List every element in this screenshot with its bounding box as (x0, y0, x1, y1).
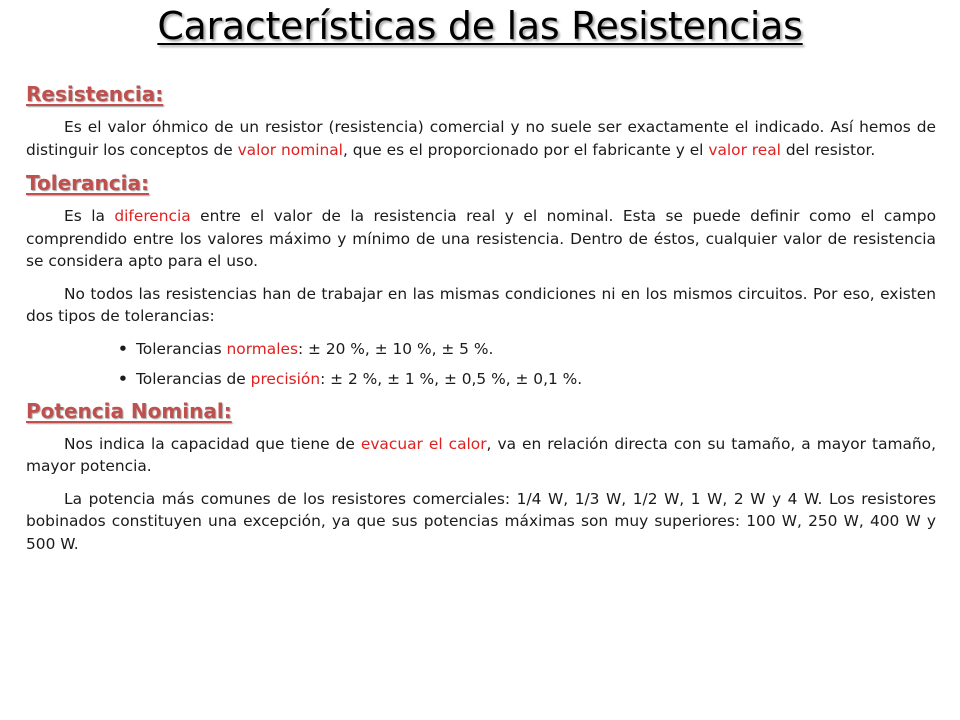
highlight-evacuar-calor: evacuar el calor (360, 434, 487, 453)
heading-tolerancia: Tolerancia: (26, 171, 149, 195)
resistencia-paragraph (26, 116, 936, 161)
text-span: : ± 20 %, ± 10 %, ± 5 %. (297, 339, 494, 358)
highlight-normales: normales (226, 339, 298, 358)
potencia-paragraph-1 (26, 433, 936, 478)
page-title: Características de las Resistencias (157, 4, 803, 48)
text-span: Tolerancias (136, 339, 227, 358)
text-span: , va en relación directa con su tamaño, a mayor tamaño, mayor potencia. (26, 434, 936, 475)
slide-content (26, 80, 936, 565)
text-span: del resistor. (780, 140, 876, 159)
text-span: Tolerancias de (136, 370, 251, 388)
highlight-diferencia: diferencia (114, 207, 191, 225)
section-resistencia (26, 82, 936, 161)
highlight-precision: precisión (250, 370, 321, 388)
section-potencia-nominal (26, 399, 936, 556)
list-item-normales (118, 338, 936, 361)
tolerancia-paragraph-1 (26, 205, 936, 273)
text-span: , que es el proporcionado por el fabricante y el (342, 140, 709, 159)
tolerancia-paragraph-2: No todos las resistencias han de trabajar en las mismas condiciones ni en los mismos circuitos. Por eso, existen dos tipos de tolerancias: (26, 284, 936, 325)
heading-resistencia: Resistencia: (26, 82, 164, 106)
bullet-icon: • (118, 339, 128, 358)
text-span: Es el valor óhmico de un resistor (resistencia) comercial y no suele ser exactamente el indicado. Así hemos de distinguir los conceptos de (26, 118, 936, 159)
text-span: Es la (64, 207, 115, 225)
potencia-paragraph-2: La potencia más comunes de los resistores comerciales: 1/4 W, 1/3 W, 1/2 W, 1 W, 2 W y 4 W. Los resistores bobinados constituyen una excepción, ya que sus potencias máximas son muy superiores: 100 W, 250 W, 400 W y 500 W. (26, 489, 936, 553)
text-span: entre el valor de la resistencia real y el nominal. Esta se puede definir como el campo comprendido entre los valores máximo y mínimo de una resistencia. Dentro de éstos, cualquier valor de resistencia se considera apto para el uso. (26, 207, 936, 270)
bullet-icon: • (118, 370, 128, 388)
tolerance-list (26, 338, 936, 391)
list-item-precision (118, 368, 936, 391)
heading-potencia-nominal: Potencia Nominal: (26, 398, 232, 423)
text-span: : ± 2 %, ± 1 %, ± 0,5 %, ± 0,1 %. (320, 370, 583, 388)
section-tolerancia (26, 171, 936, 391)
highlight-valor-nominal: valor nominal (237, 140, 343, 159)
text-span: Nos indica la capacidad que tiene de (64, 434, 361, 453)
highlight-valor-real: valor real (708, 140, 781, 159)
